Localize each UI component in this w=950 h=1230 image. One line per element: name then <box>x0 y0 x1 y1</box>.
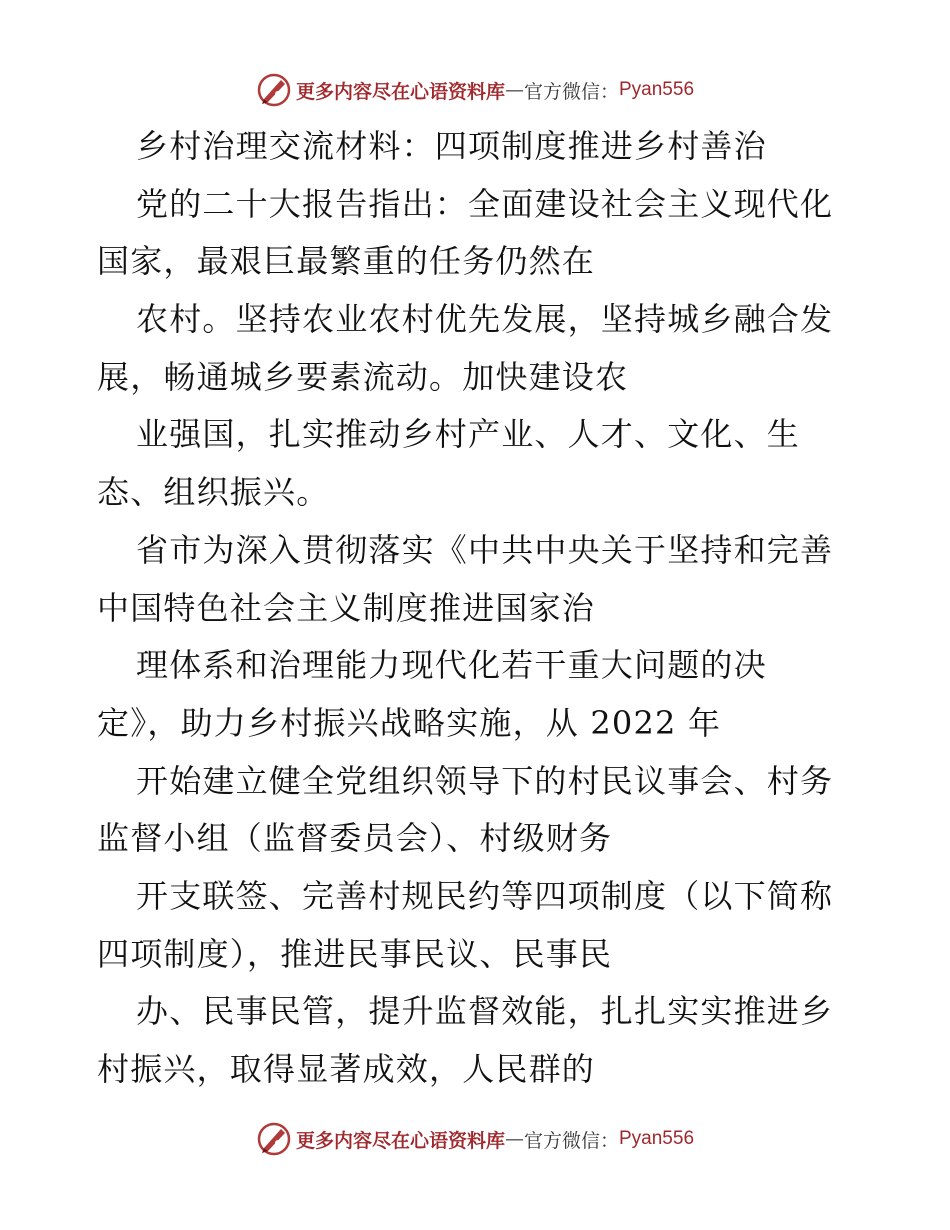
watermark-wechat-label: 官方微信： <box>523 1129 619 1152</box>
watermark-wechat-id: Pyan556 <box>619 79 695 100</box>
text-line: 中国特色社会主义制度推进国家治 <box>97 588 596 627</box>
text-line: 业强国，扎实推动乡村产业、人才、文化、生 <box>136 415 801 454</box>
pen-logo-icon <box>256 72 292 108</box>
watermark-brand: 更多内容尽在心语资料库 <box>295 1129 505 1152</box>
document-body <box>97 118 897 1099</box>
text-line: 开始建立健全党组织领导下的村民议事会、村务 <box>136 761 834 800</box>
watermark-wechat-id: Pyan556 <box>619 1128 695 1149</box>
text-line: 国家，最艰巨最繁重的任务仍然在 <box>97 242 596 281</box>
text-line: 开支联签、完善村规民约等四项制度（以下简称 <box>136 876 834 915</box>
text-line: 办、民事民管，提升监督效能，扎扎实实推进乡 <box>136 992 834 1031</box>
watermark-brand: 更多内容尽在心语资料库 <box>295 80 505 103</box>
text-line: 四项制度），推进民事民议、民事民 <box>97 934 613 973</box>
text-line: 农村。坚持农业农村优先发展，坚持城乡融合发 <box>136 300 834 339</box>
text-line: 理体系和治理能力现代化若干重大问题的决 <box>136 646 767 685</box>
text-line: 态、组织振兴。 <box>97 473 330 512</box>
text-line: 村振兴，取得显著成效，人民群的 <box>97 1050 596 1088</box>
text-line: 定》，助力乡村振兴战略实施，从 2022 年 <box>97 703 722 742</box>
header-watermark <box>0 70 950 110</box>
text-line: 省市为深入贯彻落实《中共中央关于坚持和完善 <box>136 530 834 569</box>
text-line: 监督小组（监督委员会）、村级财务 <box>97 819 613 858</box>
text-line: 展，畅通城乡要素流动。加快建设农 <box>97 357 629 396</box>
pen-logo-icon <box>256 1121 292 1157</box>
watermark-dash: — <box>504 1128 524 1150</box>
footer-watermark <box>0 1119 950 1159</box>
watermark-dash: — <box>504 79 524 101</box>
watermark-wechat-label: 官方微信： <box>523 80 619 103</box>
document-title: 乡村治理交流材料：四项制度推进乡村善治 <box>136 127 767 165</box>
text-line: 党的二十大报告指出：全面建设社会主义现代化 <box>136 184 834 223</box>
